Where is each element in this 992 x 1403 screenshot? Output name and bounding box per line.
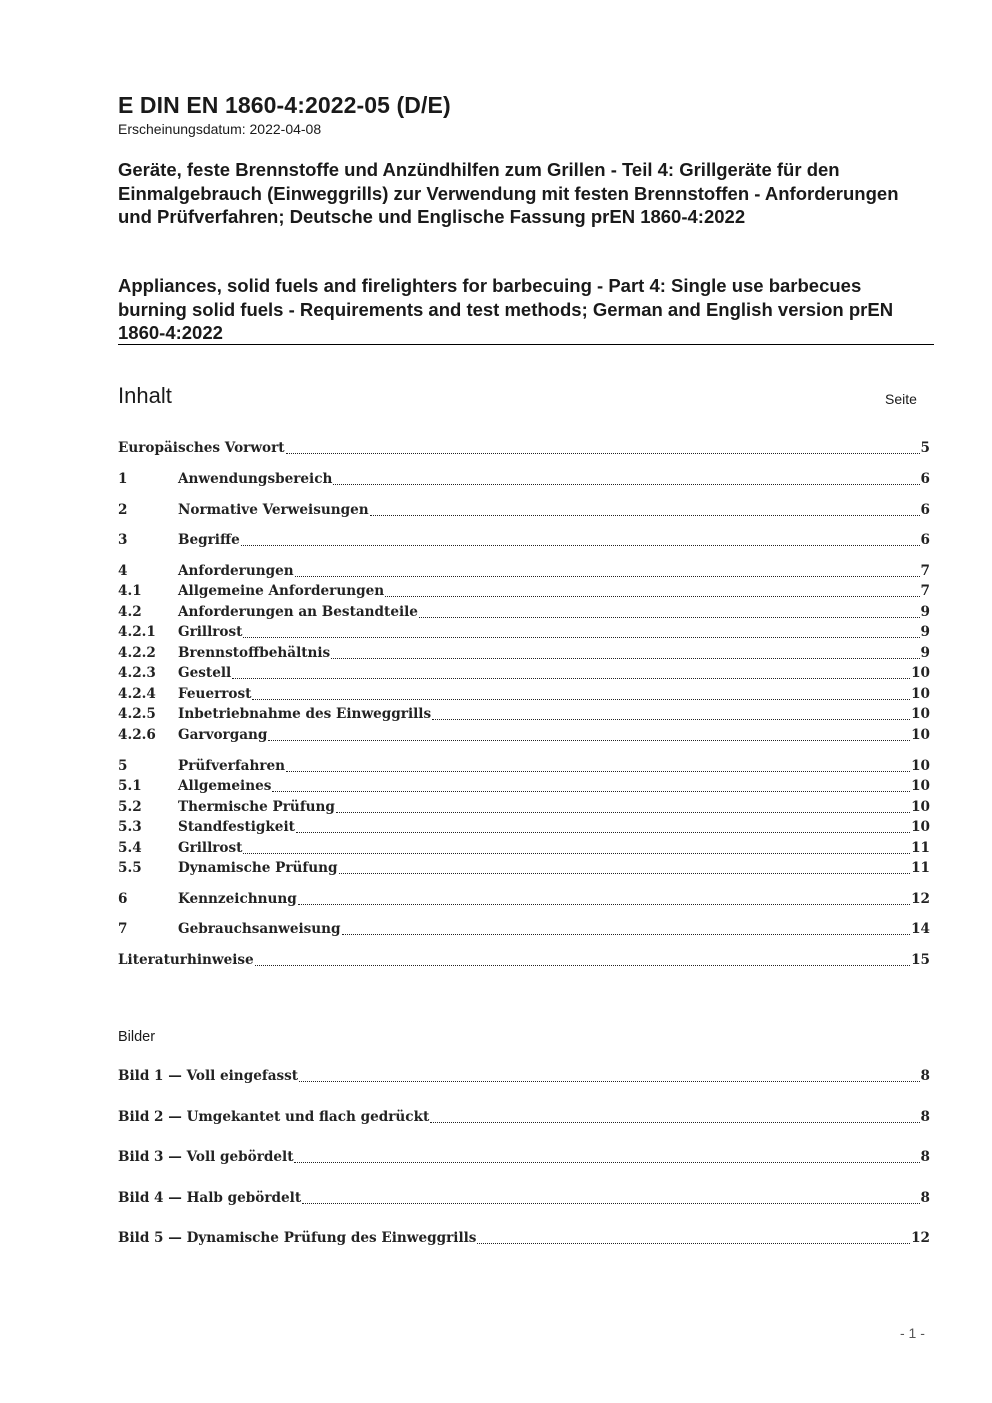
toc-entry[interactable] (118, 686, 930, 705)
toc-entry-page: 11 (911, 840, 930, 856)
toc-entry-number: 5.3 (118, 819, 142, 835)
toc-entry[interactable] (118, 563, 930, 582)
toc-entry-number: 5.1 (118, 778, 142, 794)
toc-leader (268, 739, 910, 741)
toc-entry-title: Kennzeichnung (178, 891, 297, 907)
toc-leader (432, 718, 910, 720)
figures-heading: Bilder (118, 1029, 156, 1045)
toc-leader (296, 831, 910, 833)
toc-leader (294, 1161, 919, 1163)
toc-leader (252, 698, 910, 700)
toc-entry-title: Europäisches Vorwort (118, 440, 285, 456)
toc-entry-title: Dynamische Prüfung (178, 860, 338, 876)
toc-entry-title: Inbetriebnahme des Einweggrills (178, 706, 432, 722)
toc-leader (430, 1121, 919, 1123)
toc-leader (342, 933, 911, 935)
toc-entry[interactable] (118, 921, 930, 940)
toc-entry[interactable] (118, 665, 930, 684)
figure-entry-page: 8 (920, 1149, 930, 1165)
toc-entry-number: 4.1 (118, 583, 142, 599)
toc-entry-page: 9 (920, 624, 930, 640)
toc-entry-title: Literaturhinweise (118, 952, 254, 968)
toc-entry[interactable] (118, 891, 930, 910)
toc-entry-page: 9 (920, 604, 930, 620)
toc-entry[interactable] (118, 645, 930, 664)
toc-page-label: Seite (885, 391, 917, 407)
toc-entry-page: 6 (920, 502, 930, 518)
toc-leader (299, 1080, 919, 1082)
toc-entry-page: 10 (911, 665, 930, 681)
toc-entry-page: 10 (911, 758, 930, 774)
toc-leader (477, 1242, 910, 1244)
toc-entry[interactable] (118, 532, 930, 551)
toc-entry[interactable] (118, 952, 930, 971)
toc-entry-title: Thermische Prüfung (178, 799, 335, 815)
toc-entry-page: 6 (920, 532, 930, 548)
toc-entry[interactable] (118, 860, 930, 879)
title-divider (118, 344, 934, 345)
toc-entry-page: 10 (911, 706, 930, 722)
toc-leader (241, 544, 920, 546)
figure-entry-title: Bild 5 — Dynamische Prüfung des Einweggrills (118, 1230, 477, 1246)
toc-entry[interactable] (118, 758, 930, 777)
toc-leader (243, 636, 919, 638)
toc-entry-page: 15 (911, 952, 930, 968)
toc-entry-title: Anforderungen (178, 563, 294, 579)
toc-entry-number: 7 (118, 921, 128, 937)
toc-entry-number: 4.2.4 (118, 686, 156, 702)
figure-entry-title: Bild 1 — Voll eingefasst (118, 1068, 299, 1084)
toc-entry[interactable] (118, 604, 930, 623)
toc-entry-number: 4.2 (118, 604, 142, 620)
toc-entry-number: 4.2.6 (118, 727, 156, 743)
toc-entry-title: Allgemeine Anforderungen (178, 583, 385, 599)
figure-entry[interactable] (118, 1149, 930, 1168)
toc-entry-page: 10 (911, 727, 930, 743)
toc-entry-number: 5.5 (118, 860, 142, 876)
toc-leader (302, 1202, 919, 1204)
toc-entry[interactable] (118, 440, 930, 459)
figure-entry-page: 8 (920, 1109, 930, 1125)
figure-entry-title: Bild 2 — Umgekantet und flach gedrückt (118, 1109, 430, 1125)
toc-entry-number: 5.2 (118, 799, 142, 815)
figure-entry-page: 12 (911, 1230, 930, 1246)
toc-entry-title: Grillrost (178, 624, 243, 640)
toc-entry-title: Prüfverfahren (178, 758, 286, 774)
toc-entry-number: 3 (118, 532, 128, 548)
toc-entry-number: 2 (118, 502, 128, 518)
toc-leader (333, 483, 919, 485)
figure-entry[interactable] (118, 1190, 930, 1209)
document-id: E DIN EN 1860-4:2022-05 (D/E) (118, 92, 451, 118)
toc-leader (370, 514, 920, 516)
toc-entry-page: 6 (920, 471, 930, 487)
toc-entry[interactable] (118, 706, 930, 725)
toc-entry-page: 12 (911, 891, 930, 907)
toc-entry-title: Normative Verweisungen (178, 502, 369, 518)
page-number: - 1 - (900, 1325, 925, 1341)
figure-entry-page: 8 (920, 1068, 930, 1084)
toc-leader (255, 964, 910, 966)
toc-entry-title: Standfestigkeit (178, 819, 295, 835)
toc-entry-title: Grillrost (178, 840, 243, 856)
toc-leader (286, 452, 920, 454)
toc-entry-page: 10 (911, 819, 930, 835)
toc-entry-number: 4 (118, 563, 128, 579)
toc-entry-page: 14 (911, 921, 930, 937)
figure-entry-title: Bild 3 — Voll gebördelt (118, 1149, 294, 1165)
toc-entry-number: 5 (118, 758, 128, 774)
toc-entry-page: 10 (911, 686, 930, 702)
toc-entry[interactable] (118, 624, 930, 643)
toc-entry-title: Gebrauchsanweisung (178, 921, 341, 937)
publication-date: Erscheinungsdatum: 2022-04-08 (118, 121, 322, 137)
toc-entry-number: 5.4 (118, 840, 142, 856)
toc-leader (286, 770, 910, 772)
toc-leader (339, 872, 911, 874)
title-english: Appliances, solid fuels and firelighters for barbecuing - Part 4: Single use barbecues burning solid fuels - Requirements and test methods; German and English version prEN 1860-4:2022 (118, 275, 894, 343)
toc-entry-page: 7 (920, 583, 930, 599)
toc-entry-number: 6 (118, 891, 128, 907)
toc-entry-title: Gestell (178, 665, 232, 681)
toc-entry-page: 10 (911, 778, 930, 794)
toc-entry[interactable] (118, 840, 930, 859)
toc-entry-page: 10 (911, 799, 930, 815)
figure-entry-title: Bild 4 — Halb gebördelt (118, 1190, 302, 1206)
figure-entry[interactable] (118, 1068, 930, 1087)
figure-entry[interactable] (118, 1109, 930, 1128)
toc-leader (419, 616, 920, 618)
figure-entry-page: 8 (920, 1190, 930, 1206)
toc-heading: Inhalt (118, 383, 172, 408)
toc-entry[interactable] (118, 583, 930, 602)
toc-entry-title: Allgemeines (178, 778, 272, 794)
toc-leader (336, 811, 910, 813)
toc-leader (331, 657, 919, 659)
toc-entry[interactable] (118, 502, 930, 521)
toc-leader (295, 575, 920, 577)
title-german: Geräte, feste Brennstoffe und Anzündhilfen zum Grillen - Teil 4: Grillgeräte für den Einmalgebrauch (Einweggrills) zur Verwendung mit festen Brennstoffen - Anforderungen und Prüfverfahren; Deutsche und Englische Fassung prEN 1860-4:2022 (118, 159, 899, 227)
toc-entry[interactable] (118, 819, 930, 838)
toc-entry[interactable] (118, 727, 930, 746)
toc-entry-page: 9 (920, 645, 930, 661)
toc-entry-number: 4.2.3 (118, 665, 156, 681)
toc-entry[interactable] (118, 471, 930, 490)
toc-entry-page: 5 (920, 440, 930, 456)
toc-entry[interactable] (118, 778, 930, 797)
toc-leader (232, 677, 910, 679)
toc-entry-number: 4.2.1 (118, 624, 156, 640)
figure-entry[interactable] (118, 1230, 930, 1249)
toc-entry-number: 4.2.2 (118, 645, 156, 661)
toc-entry-page: 7 (920, 563, 930, 579)
toc-leader (272, 790, 910, 792)
toc-entry-title: Garvorgang (178, 727, 268, 743)
toc-entry-number: 1 (118, 471, 128, 487)
toc-entry[interactable] (118, 799, 930, 818)
toc-leader (385, 595, 919, 597)
toc-leader (243, 852, 910, 854)
toc-entry-title: Feuerrost (178, 686, 252, 702)
toc-entry-title: Begriffe (178, 532, 240, 548)
toc-entry-title: Anwendungsbereich (178, 471, 333, 487)
toc-leader (298, 903, 910, 905)
toc-entry-title: Brennstoffbehältnis (178, 645, 331, 661)
toc-entry-title: Anforderungen an Bestandteile (178, 604, 418, 620)
toc-entry-page: 11 (911, 860, 930, 876)
toc-entry-number: 4.2.5 (118, 706, 156, 722)
